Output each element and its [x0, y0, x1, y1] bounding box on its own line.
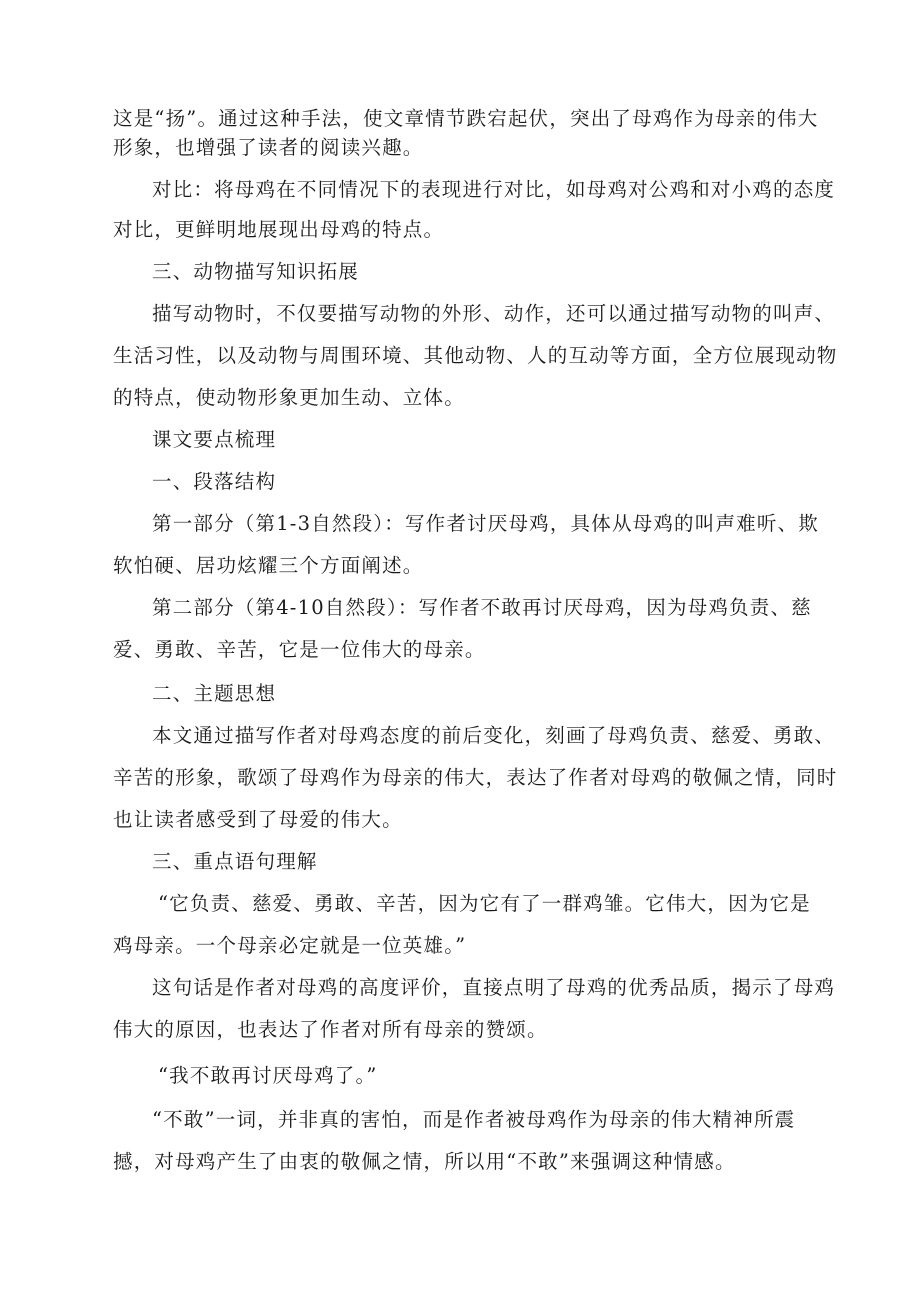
body-text-line: 的特点，使动物形象更加生动、立体。: [113, 386, 465, 409]
quote-line: 鸡母亲。一个母亲必定就是一位英雄。”: [113, 934, 467, 957]
section-heading: 二、主题思想: [152, 682, 277, 705]
body-text-line: 描写动物时，不仅要描写动物的外形、动作，还可以通过描写动物的叫声、: [152, 302, 836, 325]
body-text-line: 爱、勇敢、辛苦，它是一位伟大的母亲。: [113, 638, 486, 661]
quote-line: “我不敢再讨厌母鸡了。”: [158, 1064, 378, 1087]
body-text-line: 撼，对母鸡产生了由衷的敬佩之情，所以用“不敢”来强调这种情感。: [113, 1150, 736, 1173]
body-text-line: 第一部分（第1-3自然段）：写作者讨厌母鸡，具体从母鸡的叫声难听、欺: [152, 512, 819, 535]
body-text-line: 本文通过描写作者对母鸡态度的前后变化，刻画了母鸡负责、慈爱、勇敢、: [152, 724, 836, 747]
body-text-line: 也让读者感受到了母爱的伟大。: [113, 808, 403, 831]
section-heading: 课文要点梳理: [152, 428, 277, 451]
body-text-line: 形象，也增强了读者的阅读兴趣。: [113, 136, 424, 159]
quote-line: “它负责、慈爱、勇敢、辛苦，因为它有了一群鸡雏。它伟大，因为它是: [158, 892, 811, 915]
section-heading: 三、动物描写知识拓展: [152, 260, 360, 283]
body-text-line: “不敢”一词，并非真的害怕，而是作者被母鸡作为母亲的伟大精神所震: [152, 1108, 796, 1131]
body-text-line: 软怕硬、居功炫耀三个方面阐述。: [113, 554, 424, 577]
body-text-line: 这是“扬”。通过这种手法，使文章情节跌宕起伏，突出了母鸡作为母亲的伟大: [113, 107, 819, 130]
section-heading: 一、段落结构: [152, 470, 277, 493]
body-text-line: 生活习性，以及动物与周围环境、其他动物、人的互动等方面，全方位展现动物: [113, 344, 838, 367]
body-text-line: 第二部分（第4-10自然段）：写作者不敢再讨厌母鸡，因为母鸡负责、慈: [152, 596, 812, 619]
body-text-line: 对比：将母鸡在不同情况下的表现进行对比，如母鸡对公鸡和对小鸡的态度: [152, 178, 836, 201]
body-text-line: 这句话是作者对母鸡的高度评价，直接点明了母鸡的优秀品质，揭示了母鸡: [152, 976, 836, 999]
section-heading: 三、重点语句理解: [152, 850, 318, 873]
body-text-line: 伟大的原因，也表达了作者对所有母亲的赞颂。: [113, 1018, 548, 1041]
body-text-line: 对比，更鲜明地展现出母鸡的特点。: [113, 218, 445, 241]
body-text-line: 辛苦的形象，歌颂了母鸡作为母亲的伟大，表达了作者对母鸡的敬佩之情，同时: [113, 766, 838, 789]
